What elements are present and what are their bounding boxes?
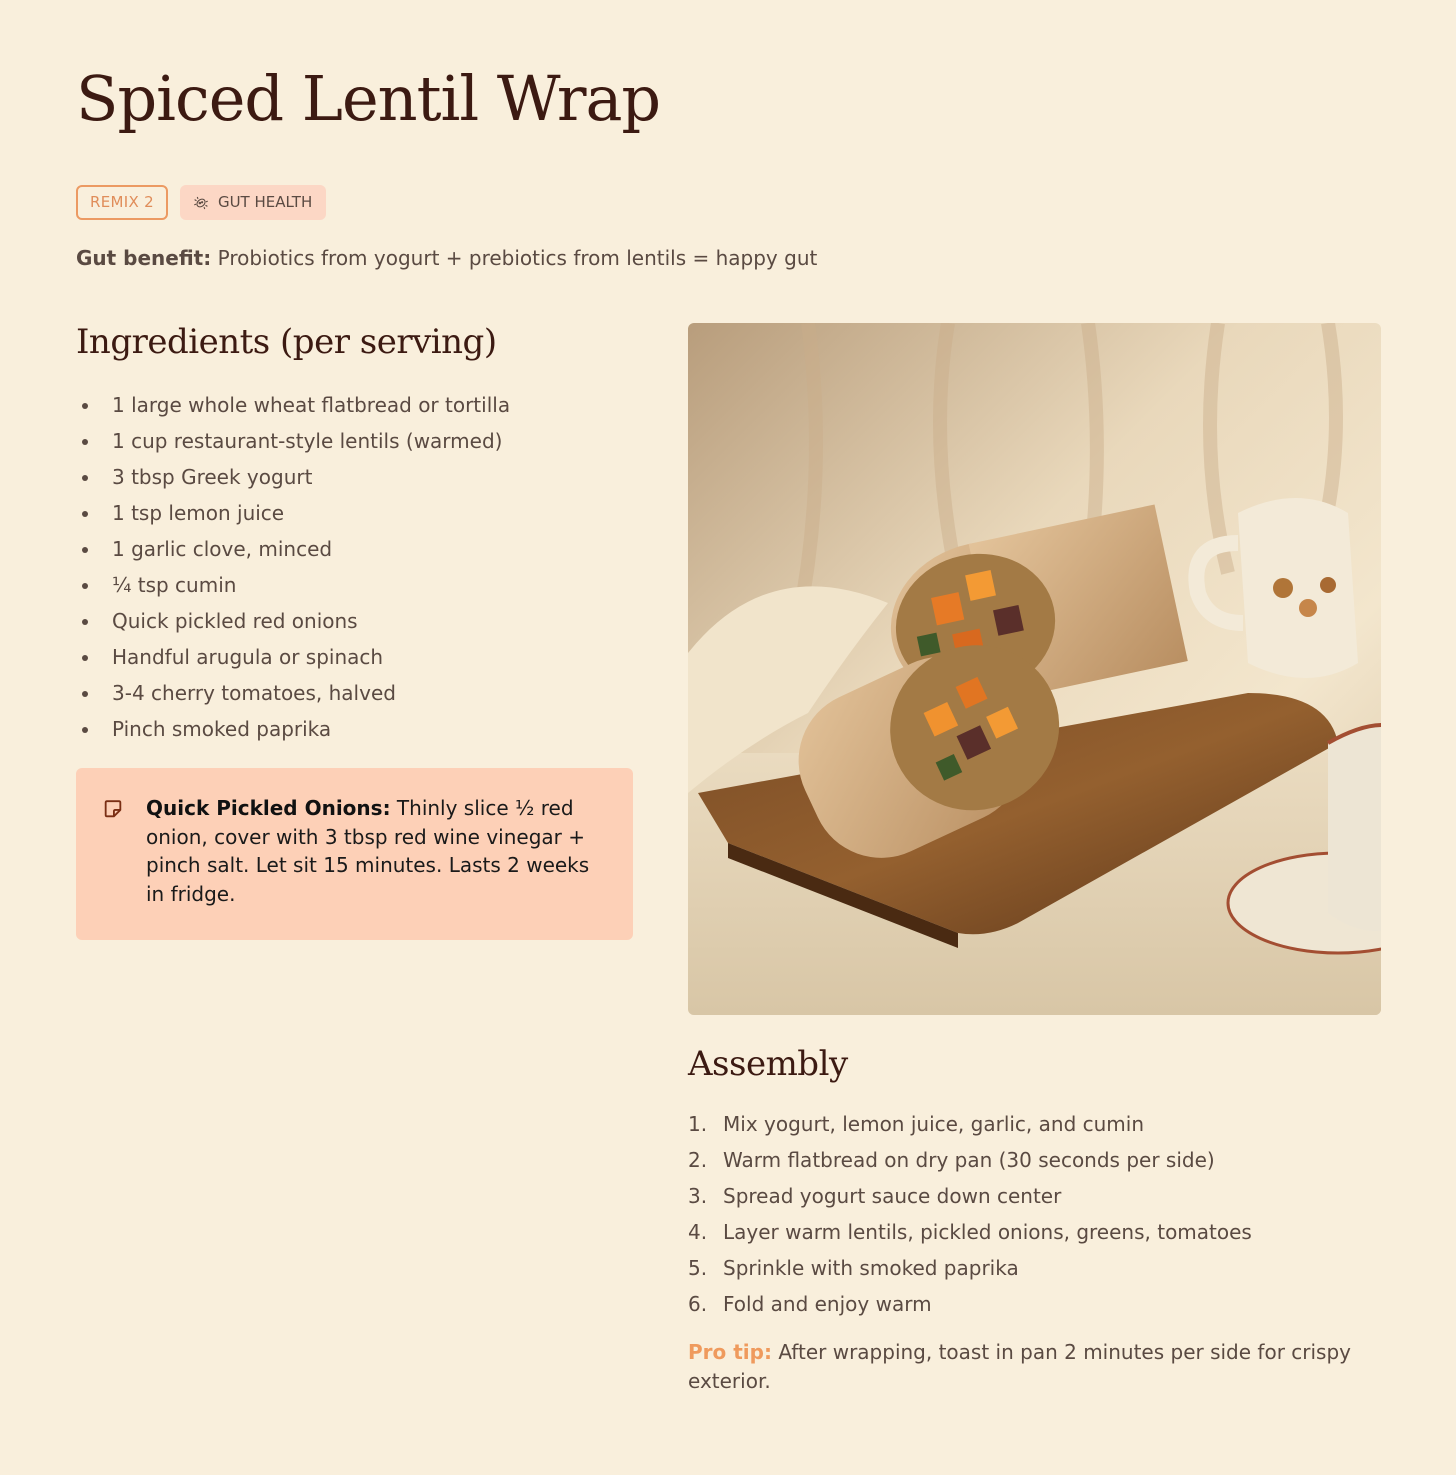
- ingredients-list: [76, 387, 510, 747]
- step-number: 6.: [688, 1292, 708, 1316]
- ingredients-heading: Ingredients (per serving): [76, 322, 497, 362]
- ingredient-item: Handful arugula or spinach: [76, 639, 510, 675]
- gut-health-label: GUT HEALTH: [217, 193, 313, 211]
- assembly-heading: Assembly: [688, 1044, 848, 1084]
- ingredient-item: 1 cup restaurant-style lentils (warmed): [76, 423, 510, 459]
- pickled-onions-note: [76, 768, 633, 940]
- assembly-step: [688, 1142, 1252, 1178]
- ingredient-item: ¼ tsp cumin: [76, 567, 510, 603]
- step-number: 4.: [688, 1220, 708, 1244]
- step-number: 3.: [688, 1184, 708, 1208]
- assembly-step: [688, 1214, 1252, 1250]
- step-text: Layer warm lentils, pickled onions, greens, tomatoes: [723, 1220, 1252, 1244]
- gut-benefit-text: Probiotics from yogurt + prebiotics from lentils = happy gut: [211, 246, 818, 270]
- gut-health-badge: [180, 185, 326, 220]
- gut-benefit: [76, 246, 817, 270]
- assembly-step: [688, 1250, 1252, 1286]
- step-text: Mix yogurt, lemon juice, garlic, and cumin: [723, 1112, 1145, 1136]
- ingredient-item: 1 tsp lemon juice: [76, 495, 510, 531]
- ingredient-item: Quick pickled red onions: [76, 603, 510, 639]
- tag-row: [76, 185, 326, 220]
- step-text: Sprinkle with smoked paprika: [723, 1256, 1019, 1280]
- step-text: Warm flatbread on dry pan (30 seconds per side): [723, 1148, 1215, 1172]
- wrap-photo: [688, 323, 1381, 1015]
- assembly-step: [688, 1286, 1252, 1322]
- note-text: [146, 794, 603, 908]
- pro-tip-text: After wrapping, toast in pan 2 minutes per side for crispy exterior.: [688, 1340, 1352, 1393]
- ingredient-item: 1 large whole wheat flatbread or tortilla: [76, 387, 510, 423]
- gut-benefit-label: Gut benefit:: [76, 246, 212, 270]
- ingredient-item: 3-4 cherry tomatoes, halved: [76, 675, 510, 711]
- step-number: 5.: [688, 1256, 708, 1280]
- assembly-step: [688, 1178, 1252, 1214]
- remix-badge: REMIX 2: [76, 185, 168, 220]
- step-number: 2.: [688, 1148, 708, 1172]
- ingredient-item: Pinch smoked paprika: [76, 711, 510, 747]
- ingredient-item: 1 garlic clove, minced: [76, 531, 510, 567]
- note-body: Thinly slice ½ red onion, cover with 3 tbsp red wine vinegar + pinch salt. Let sit 15 minutes. Lasts 2 weeks in fridge.: [146, 796, 590, 906]
- pro-tip: [688, 1338, 1368, 1395]
- step-number: 1.: [688, 1112, 708, 1136]
- assembly-steps: [688, 1106, 1252, 1322]
- step-text: Fold and enjoy warm: [723, 1292, 932, 1316]
- page-title: Spiced Lentil Wrap: [76, 62, 661, 135]
- note-label: Quick Pickled Onions:: [146, 796, 391, 820]
- step-text: Spread yogurt sauce down center: [723, 1184, 1062, 1208]
- sticky-note-icon: [102, 798, 124, 820]
- microbe-icon: [192, 194, 210, 212]
- ingredient-item: 3 tbsp Greek yogurt: [76, 459, 510, 495]
- pro-tip-label: Pro tip:: [688, 1340, 772, 1364]
- assembly-step: [688, 1106, 1252, 1142]
